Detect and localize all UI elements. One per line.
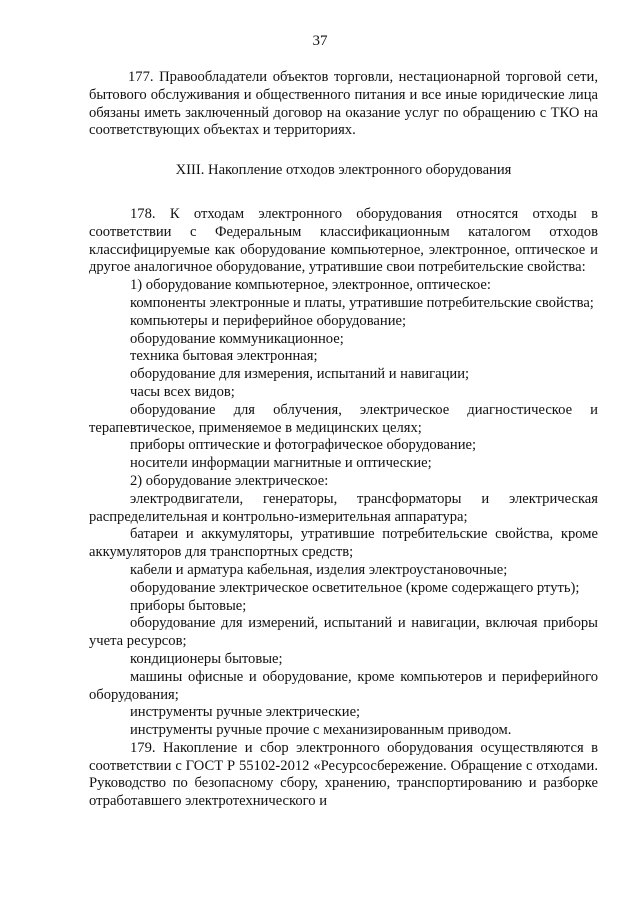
page-number: 37 xyxy=(312,33,328,49)
list-item: часы всех видов; xyxy=(130,383,235,400)
body-text xyxy=(89,69,598,811)
list-item: 1) оборудование компьютерное, электронное, оптическое: xyxy=(130,277,491,294)
list-item: инструменты ручные электрические; xyxy=(130,704,361,721)
list-item: приборы оптические и фотографическое оборудование; xyxy=(130,437,477,454)
list-item: 2) оборудование электрическое: xyxy=(130,472,329,489)
list-item: техника бытовая электронная; xyxy=(130,348,318,365)
list-item: оборудование для измерений, испытаний и навигации, включая приборы учета ресурсов; xyxy=(89,615,598,650)
list-item: батареи и аккумуляторы, утратившие потребительские свойства, кроме аккумуляторов для транспортных средств; xyxy=(89,526,598,561)
list-item: оборудование электрическое осветительное (кроме содержащего ртуть); xyxy=(130,579,580,596)
list-item: машины офисные и оборудование, кроме компьютеров и периферийного оборудования; xyxy=(89,668,598,703)
item-list xyxy=(89,277,598,740)
list-item: кондиционеры бытовые; xyxy=(130,650,283,667)
list-item: оборудование для измерения, испытаний и навигации; xyxy=(130,366,470,383)
list-item: компьютеры и периферийное оборудование; xyxy=(130,312,407,329)
list-item: электродвигатели, генераторы, трансформаторы и электрическая распределительная и контрольно-измерительная аппаратура; xyxy=(89,490,598,525)
section-heading: XIII. Накопление отходов электронного оборудования xyxy=(175,162,512,179)
list-item: приборы бытовые; xyxy=(130,597,247,614)
paragraph-179: 179. Накопление и сбор электронного оборудования осуществляются в соответствии с ГОСТ Р 55102-2012 «Ресурсосбережение. Обращение с отходами. Руководство по безопасному сбору, хранению, транспортированию и разборке отработавшего электротехнического и xyxy=(89,739,598,810)
list-item: компоненты электронные и платы, утратившие потребительские свойства; xyxy=(130,294,594,311)
list-item: носители информации магнитные и оптические; xyxy=(130,455,432,472)
list-item: оборудование для облучения, электрическое диагностическое и терапевтическое, применяемое в медицинских целях; xyxy=(89,401,598,436)
list-item: инструменты ручные прочие с механизированным приводом. xyxy=(130,722,512,739)
list-item: оборудование коммуникационное; xyxy=(130,330,344,347)
paragraph-178: 178. К отходам электронного оборудования относятся отходы в соответствии с Федеральным классификационным каталогом отходов классифицируемые как оборудование компьютерное, электронное, оптическое и другое аналогичное оборудование, утратившие свои потребительские свойства: xyxy=(89,205,598,276)
paragraph-177: 177. Правообладатели объектов торговли, нестационарной торговой сети, бытового обслуживания и общественного питания и все иные юридические лица обязаны иметь заключенный договор на оказание услуг по обращению с ТКО на соответствующих объектах и территориях. xyxy=(89,69,598,139)
list-item: кабели и арматура кабельная, изделия электроустановочные; xyxy=(130,561,508,578)
